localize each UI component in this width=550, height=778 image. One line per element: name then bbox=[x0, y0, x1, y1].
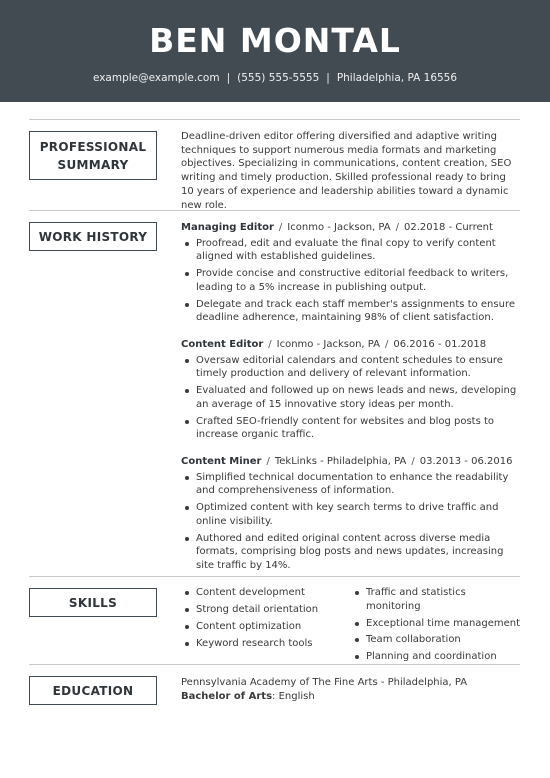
job-header: Managing Editor / Iconmo - Jackson, PA / 02.2018 - Current bbox=[181, 222, 493, 233]
summary-section-heading bbox=[29, 131, 157, 180]
list-item: Content development bbox=[181, 586, 351, 600]
summary-text: Deadline-driven editor offering diversified and adaptive writing techniques to support numerous media formats and marketing objectives. Specializing in communications, content creation, SEO writing and timely production. Skilled professional ready to bring 10 years of experience and leadership abilities toward a dynamic new role. bbox=[181, 131, 512, 211]
section-divider bbox=[29, 664, 520, 665]
job-title: Content Editor bbox=[181, 339, 264, 350]
section-divider bbox=[29, 210, 520, 211]
list-item: Provide concise and constructive editorial feedback to writers, leading to a 5% increase in publishing output. bbox=[181, 267, 521, 294]
skills-columns bbox=[181, 586, 521, 667]
contact-separator: | bbox=[326, 72, 330, 84]
list-item: Keyword research tools bbox=[181, 637, 351, 651]
list-item: Proofread, edit and evaluate the final copy to verify content aligned with established guidelines. bbox=[181, 237, 521, 264]
skills-heading: SKILLS bbox=[68, 595, 118, 610]
skills-column-right bbox=[351, 586, 521, 667]
resume-header bbox=[0, 0, 550, 102]
list-item: Planning and coordination bbox=[351, 650, 521, 664]
list-item: Simplified technical documentation to enhance the readability and comprehensiveness of information. bbox=[181, 471, 521, 498]
contact-line bbox=[0, 70, 550, 86]
education-school: Pennsylvania Academy of The Fine Arts - Philadelphia, PA bbox=[181, 677, 468, 688]
job-company: Iconmo - Jackson, PA bbox=[287, 222, 391, 233]
education-degree: Bachelor of Arts bbox=[181, 690, 273, 702]
list-item: Delegate and track each staff member's assignments to ensure deadline adherence, maintaining 98% of client satisfaction. bbox=[181, 298, 521, 325]
contact-email: example@example.com bbox=[92, 72, 220, 84]
work-history-heading: WORK HISTORY bbox=[38, 229, 148, 244]
list-item: Optimized content with key search terms to drive traffic and online visibility. bbox=[181, 501, 521, 528]
skills-column-left bbox=[181, 586, 351, 667]
list-item: Content optimization bbox=[181, 620, 351, 634]
work-history-section-heading bbox=[29, 222, 157, 251]
job-dates: 06.2016 - 01.2018 bbox=[393, 339, 487, 350]
job-header: Content Editor / Iconmo - Jackson, PA / 06.2016 - 01.2018 bbox=[181, 339, 487, 350]
list-item: Crafted SEO-friendly content for websites and blog posts to increase organic traffic. bbox=[181, 415, 521, 442]
list-item: Strong detail orientation bbox=[181, 603, 351, 617]
list-item: Oversaw editorial calendars and content schedules to ensure timely production and delivery of relevant information. bbox=[181, 354, 521, 381]
summary-heading-line1: PROFESSIONAL bbox=[39, 139, 147, 154]
summary-heading-line2: SUMMARY bbox=[57, 157, 129, 172]
education-field: : English bbox=[272, 690, 315, 702]
section-divider bbox=[29, 576, 520, 577]
list-item: Evaluated and followed up on news leads and news, developing an average of 15 innovative story ideas per month. bbox=[181, 384, 521, 411]
education-section-heading bbox=[29, 676, 157, 705]
list-item: Authored and edited original content across diverse media formats, comprising blog posts and news updates, increasing site traffic by 14%. bbox=[181, 532, 521, 573]
list-item: Team collaboration bbox=[351, 633, 521, 647]
contact-separator: | bbox=[226, 72, 231, 84]
job-bullets bbox=[181, 471, 521, 573]
list-item: Exceptional time management bbox=[351, 617, 521, 631]
job-bullets bbox=[181, 354, 521, 442]
contact-location: Philadelphia, PA 16556 bbox=[336, 72, 458, 84]
job-title: Content Miner bbox=[181, 456, 262, 467]
education-degree-line bbox=[181, 690, 521, 704]
job-dates: 02.2018 - Current bbox=[404, 222, 493, 233]
job-entry bbox=[181, 455, 521, 576]
list-item: Traffic and statistics monitoring bbox=[351, 586, 521, 613]
job-dates: 03.2013 - 06.2016 bbox=[419, 456, 513, 467]
education-content bbox=[181, 676, 521, 703]
job-company: Iconmo - Jackson, PA bbox=[276, 339, 381, 350]
contact-phone: (555) 555-5555 bbox=[237, 72, 320, 84]
section-divider bbox=[29, 119, 520, 120]
job-entry bbox=[181, 338, 521, 445]
skills-content bbox=[181, 586, 521, 667]
candidate-name: BEN MONTAL bbox=[149, 21, 401, 60]
job-title: Managing Editor bbox=[181, 222, 274, 233]
job-company: TekLinks - Philadelphia, PA bbox=[274, 456, 407, 467]
summary-content bbox=[181, 130, 521, 212]
job-bullets bbox=[181, 237, 521, 325]
job-entry bbox=[181, 221, 521, 328]
education-heading: EDUCATION bbox=[52, 683, 134, 698]
skills-section-heading bbox=[29, 588, 157, 617]
job-header: Content Miner / TekLinks - Philadelphia, PA / 03.2013 - 06.2016 bbox=[181, 456, 513, 467]
